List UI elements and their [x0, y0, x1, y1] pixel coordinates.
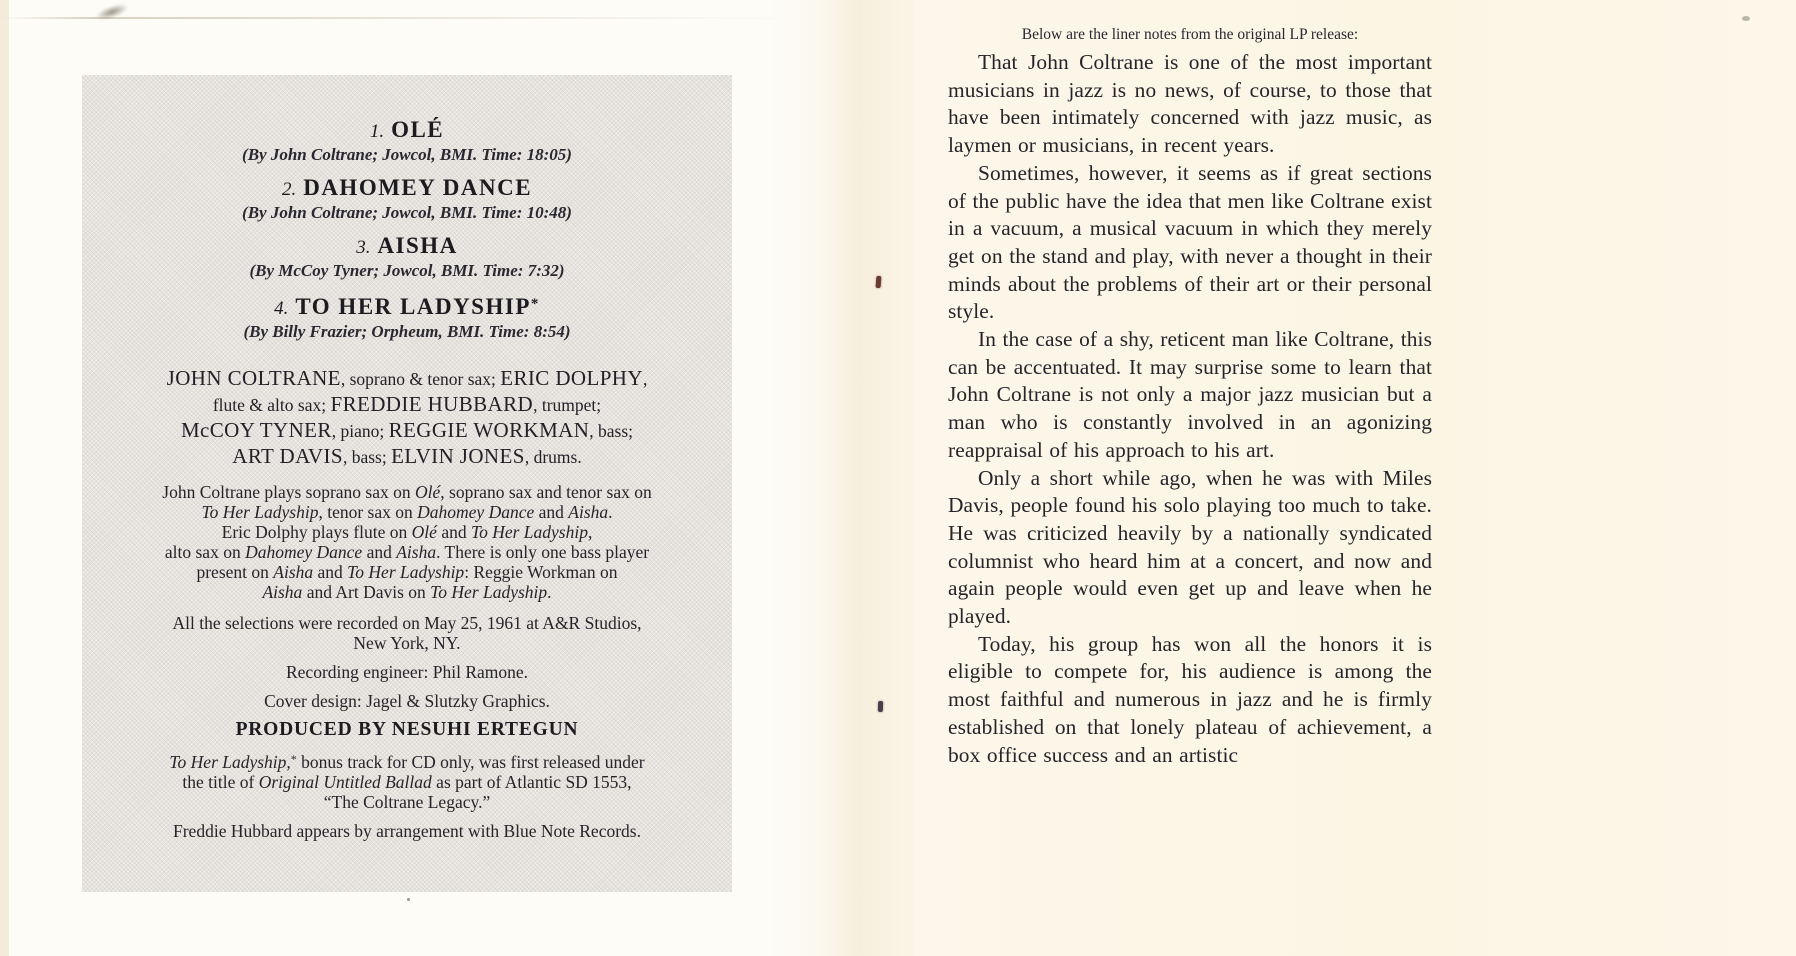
bonus-note-line	[102, 749, 712, 772]
liner-notes-paragraph: Today, his group has won all the honors it is eligible to compete for, his audience is among the most faithful and numerous in jazz and he is firmly established on that lonely plateau of achievement, a box office success and an artistic	[948, 631, 1432, 767]
text-segment: and Art Davis on	[302, 582, 431, 602]
top-crease-artifact	[0, 17, 790, 19]
text-segment: , tenor sax on	[318, 502, 418, 522]
text-segment: and	[313, 562, 348, 582]
text-segment: Aisha	[396, 542, 437, 562]
text-segment: and	[534, 502, 569, 522]
text-segment: ELVIN JONES	[391, 444, 525, 468]
track-list-panel	[82, 75, 732, 892]
text-segment: and	[362, 542, 397, 562]
producer-credit: PRODUCED BY NESUHI ERTEGUN	[235, 719, 579, 740]
text-segment: Olé	[411, 522, 437, 542]
track-title: TO HER LADYSHIP*	[295, 294, 540, 319]
text-segment: the title of	[182, 772, 259, 792]
bonus-track-note	[102, 749, 712, 812]
cover-design-credit: Cover design: Jagel & Slutzky Graphics.	[264, 691, 550, 711]
text-segment: To Her Ladyship,	[169, 752, 291, 772]
text-segment: Olé	[415, 482, 441, 502]
bonus-asterisk: *	[530, 296, 540, 312]
track-list	[102, 117, 712, 342]
text-segment: ,	[587, 522, 593, 542]
liner-notes-body	[948, 49, 1432, 769]
text-segment: FREDDIE HUBBARD	[330, 392, 534, 416]
track-heading	[102, 233, 712, 261]
track-number: 3.	[356, 237, 371, 258]
track-title: DAHOMEY DANCE	[303, 175, 533, 200]
text-segment: Dahomey Dance	[417, 502, 535, 522]
dust-speck	[407, 898, 410, 901]
text-segment: All the selections were recorded on May 25, 1961 at A&R Studios,	[172, 613, 642, 633]
track-number: 4.	[274, 298, 289, 319]
text-segment: Eric Dolphy plays flute on	[221, 522, 412, 542]
text-segment: To Her Ladyship	[470, 522, 588, 542]
dust-speck	[1742, 16, 1750, 21]
liner-notes-column	[948, 26, 1432, 769]
notes-line	[102, 502, 712, 522]
liner-notes-paragraph: That John Coltrane is one of the most important musicians in jazz is no news, of course, to those that have been intimately concerned with jazz music, as laymen or musicians, in recent years.	[948, 50, 1432, 158]
instrumentation-notes	[102, 482, 712, 602]
center-fold	[765, 0, 915, 956]
track-credit: (By John Coltrane; Jowcol, BMI. Time: 18:05)	[242, 145, 572, 164]
text-segment: , bass;	[589, 421, 634, 441]
text-segment: To Her Ladyship	[347, 562, 465, 582]
text-segment: : Reggie Workman on	[464, 562, 618, 582]
notes-line	[102, 522, 712, 542]
text-segment: Original Untitled Ballad	[258, 772, 432, 792]
text-segment: McCOY TYNER	[180, 418, 332, 442]
text-segment: Dahomey Dance	[245, 542, 363, 562]
liner-notes-paragraph: Sometimes, however, it seems as if great sections of the public have the idea that men like Coltrane exist in a vacuum, a musical vacuum in which they merely get on the stand and play, with never a thought in their minds about the problems of their art or their personal style.	[948, 160, 1432, 324]
recording-line	[102, 633, 712, 653]
track-item	[102, 117, 712, 165]
track-heading	[102, 291, 712, 322]
text-segment: To Her Ladyship	[430, 582, 548, 602]
text-segment: .	[547, 582, 552, 602]
text-segment: JOHN COLTRANE	[166, 366, 341, 390]
liner-notes-paragraph: Only a short while ago, when he was with Miles Davis, people found his solo playing too much to take. He was criticized heavily by a nationally syndicated columnist who heard him at a concert, and now and again people would even get up and leave when he played.	[948, 465, 1432, 629]
text-segment: To Her Ladyship	[201, 502, 319, 522]
text-segment: , soprano & tenor sax;	[340, 369, 501, 389]
track-heading	[102, 117, 712, 145]
staple-mark	[876, 276, 882, 288]
text-segment: John Coltrane plays soprano sax on	[162, 482, 416, 502]
text-segment: ERIC DOLPHY	[500, 366, 643, 390]
track-item	[102, 175, 712, 223]
text-segment: *	[290, 752, 297, 766]
text-segment: , trumpet;	[533, 395, 602, 415]
recording-info	[102, 613, 712, 653]
text-segment: Aisha	[568, 502, 609, 522]
personnel-line	[102, 444, 712, 470]
engineer-credit: Recording engineer: Phil Ramone.	[285, 662, 529, 682]
text-segment: . There is only one bass player	[436, 542, 650, 562]
text-segment: bonus track for CD only, was first released under	[296, 752, 645, 772]
text-segment: , bass;	[342, 447, 392, 467]
personnel-line	[102, 366, 712, 392]
track-title: OLÉ	[391, 117, 445, 142]
notes-line	[102, 482, 712, 502]
text-segment: present on	[196, 562, 274, 582]
track-credit: (By John Coltrane; Jowcol, BMI. Time: 10:48)	[242, 203, 572, 222]
personnel-credits	[102, 366, 712, 470]
text-segment: .	[608, 502, 613, 522]
personnel-line	[102, 418, 712, 444]
track-credit: (By Billy Frazier; Orpheum, BMI. Time: 8:54)	[243, 322, 571, 341]
text-segment: New York, NY.	[353, 633, 461, 653]
track-number: 2.	[281, 179, 297, 200]
track-item	[102, 233, 712, 281]
page-left-edge	[0, 0, 9, 956]
bonus-note-line	[102, 772, 712, 792]
notes-line	[102, 582, 712, 602]
staple-mark	[878, 701, 883, 712]
text-segment: REGGIE WORKMAN	[388, 418, 590, 442]
text-segment: Aisha	[273, 562, 314, 582]
text-segment: and	[436, 522, 471, 542]
track-credit: (By McCoy Tyner; Jowcol, BMI. Time: 7:32)	[249, 261, 565, 280]
track-item	[102, 291, 712, 342]
text-segment: , drums.	[524, 447, 582, 467]
recording-line	[102, 613, 712, 633]
text-segment: , piano;	[331, 421, 389, 441]
text-segment: Aisha	[262, 582, 303, 602]
text-segment: as part of Atlantic SD 1553,	[431, 772, 632, 792]
liner-notes-header: Below are the liner notes from the original LP release:	[1021, 26, 1359, 43]
text-segment: ART DAVIS	[232, 444, 343, 468]
track-title: AISHA	[377, 233, 458, 258]
text-segment: , soprano sax and tenor sax on	[440, 482, 652, 502]
notes-line	[102, 562, 712, 582]
hubbard-arrangement-credit: Freddie Hubbard appears by arrangement with Blue Note Records.	[173, 821, 641, 841]
text-segment: alto sax on	[164, 542, 246, 562]
personnel-line	[102, 392, 712, 418]
bonus-note-line	[102, 792, 712, 812]
liner-notes-paragraph: In the case of a shy, reticent man like Coltrane, this can be accentuated. It may surprise some to learn that John Coltrane is not only a major jazz musician but a man who is constantly involved in an agonizing reappraisal of his approach to his art.	[948, 327, 1432, 462]
text-segment: flute & alto sax;	[212, 395, 331, 415]
track-heading	[102, 175, 712, 203]
notes-line	[102, 542, 712, 562]
track-number: 1.	[369, 121, 385, 142]
text-segment: “The Coltrane Legacy.”	[323, 792, 491, 812]
text-segment: ,	[642, 369, 648, 389]
